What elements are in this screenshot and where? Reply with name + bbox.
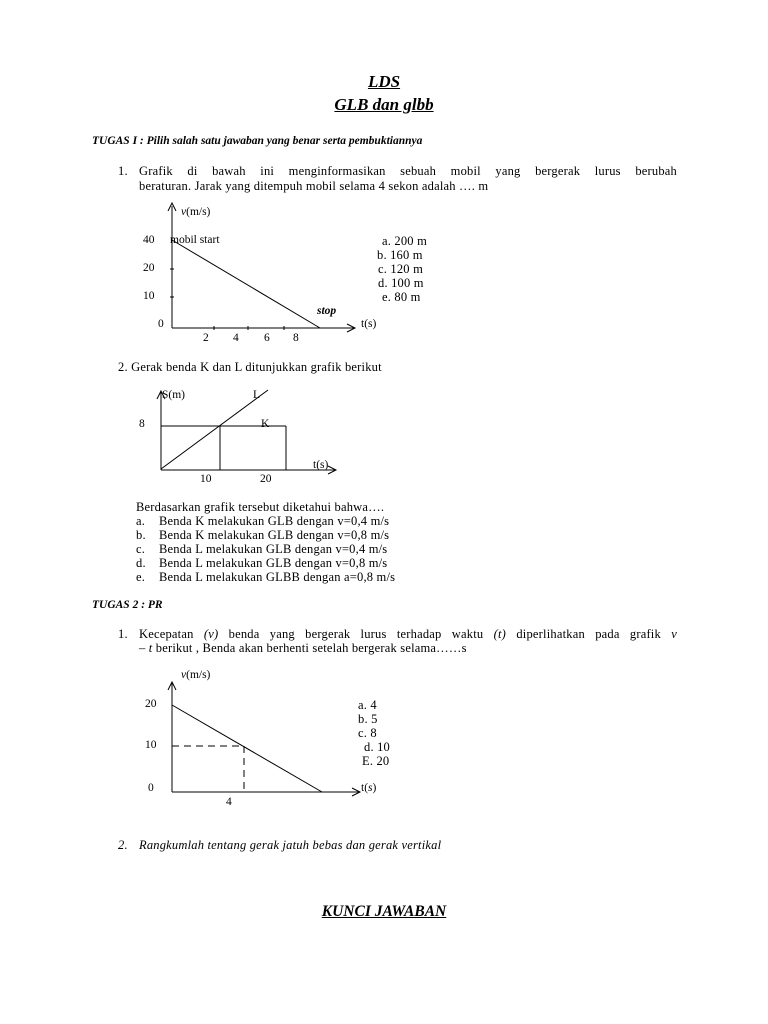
graph1-xtick-label-2: 2 <box>203 332 209 344</box>
graph3-ytick-label-20: 20 <box>145 698 157 710</box>
pr-q1-option-d: d. 10 <box>364 740 390 754</box>
page-title: LDS <box>367 72 401 91</box>
graph1-ylabel: v(m/s) <box>181 206 211 218</box>
graph1-ytick-label-20: 20 <box>143 262 155 274</box>
graph1-ytick-label-0: 0 <box>158 318 164 330</box>
q1-line1: Grafik di bawah ini menginformasikan sebuah mobil yang bergerak lurus berubah <box>139 164 677 178</box>
graph1-stop-label: stop <box>317 305 337 317</box>
pr-q2-text: Rangkumlah tentang gerak jatuh bebas dan gerak vertikal <box>139 838 442 852</box>
graph1-ytick-label-10: 10 <box>143 290 155 302</box>
graph1-xtick-label-8: 8 <box>293 332 299 344</box>
graph2-xtick-label-20: 20 <box>260 473 272 485</box>
graph1-xtick-label-6: 6 <box>264 332 270 344</box>
q1-option-b: b. 160 m <box>377 248 423 262</box>
graph2-ytick-label-8: 8 <box>139 418 145 430</box>
q2-intro: Berdasarkan grafik tersebut diketahui bahwa…. <box>136 500 385 514</box>
q1-option-c: c. 120 m <box>378 262 423 276</box>
pr-q1-option-b: b. 5 <box>358 712 378 726</box>
graph2-line-L <box>161 390 268 469</box>
q2-option-d-letter: d. <box>136 556 146 570</box>
q2-option-e-text: Benda L melakukan GLBB dengan a=0,8 m/s <box>159 570 396 584</box>
graph2-label-L: L <box>253 389 261 401</box>
tugas2-heading: TUGAS 2 : PR <box>92 599 163 611</box>
q2-option-d-text: Benda L melakukan GLB dengan v=0,8 m/s <box>159 556 388 570</box>
graph1-start-label: mobil start <box>170 234 220 246</box>
pr-q1-number: 1. <box>118 627 128 641</box>
q2-option-c-text: Benda L melakukan GLB dengan v=0,4 m/s <box>159 542 388 556</box>
graph2-xtick-label-10: 10 <box>200 473 212 485</box>
q2-line1: 2. Gerak benda K dan L ditunjukkan grafik berikut <box>118 360 382 374</box>
graph2-label-K: K <box>261 418 270 430</box>
pr-q1-option-a: a. 4 <box>358 698 377 712</box>
graph2-xlabel: t(s) <box>313 459 329 471</box>
graph3-xlabel: t(s) <box>361 782 377 794</box>
q2-option-e-letter: e. <box>136 570 146 584</box>
graph-1 <box>160 200 360 340</box>
tugas1-heading: TUGAS I : Pilih salah satu jawaban yang benar serta pembuktiannya <box>92 135 423 147</box>
graph3-ylabel: v(m/s) <box>181 669 211 681</box>
q1-option-e: e. 80 m <box>382 290 421 304</box>
graph1-xtick-label-4: 4 <box>233 332 239 344</box>
pr-q2-number: 2. <box>118 838 128 852</box>
page-subtitle: GLB dan glbb <box>334 95 434 114</box>
graph3-ytick-label-10: 10 <box>145 739 157 751</box>
graph-3 <box>160 674 370 799</box>
graph1-xlabel: t(s) <box>361 318 377 330</box>
pr-q1-line2: – t berikut , Benda akan berhenti setelah bergerak selama……s <box>139 641 467 655</box>
q2-option-b-letter: b. <box>136 528 146 542</box>
pr-q1-line1: Kecepatan (v) benda yang bergerak lurus terhadap waktu (t) diperlihatkan pada grafik v <box>139 627 677 641</box>
q1-number: 1. <box>118 164 128 178</box>
q2-option-a-letter: a. <box>136 514 146 528</box>
graph2-ylabel: S(m) <box>162 389 185 401</box>
answer-key-heading: KUNCI JAWABAN <box>321 903 447 920</box>
graph1-velocity-line <box>172 240 320 328</box>
q2-option-b-text: Benda K melakukan GLB dengan v=0,8 m/s <box>159 528 390 542</box>
q1-line2: beraturan. Jarak yang ditempuh mobil selama 4 sekon adalah …. m <box>139 179 489 193</box>
pr-q1-option-c: c. 8 <box>358 726 377 740</box>
q1-option-d: d. 100 m <box>378 276 424 290</box>
graph1-ytick-label-40: 40 <box>143 234 155 246</box>
q2-option-c-letter: c. <box>136 542 146 556</box>
graph3-velocity-line <box>172 705 322 792</box>
q1-option-a: a. 200 m <box>382 234 427 248</box>
graph3-xtick-label-4: 4 <box>226 796 232 808</box>
q2-option-a-text: Benda K melakukan GLB dengan v=0,4 m/s <box>159 514 390 528</box>
graph3-ytick-label-0: 0 <box>148 782 154 794</box>
pr-q1-option-e: E. 20 <box>362 754 390 768</box>
